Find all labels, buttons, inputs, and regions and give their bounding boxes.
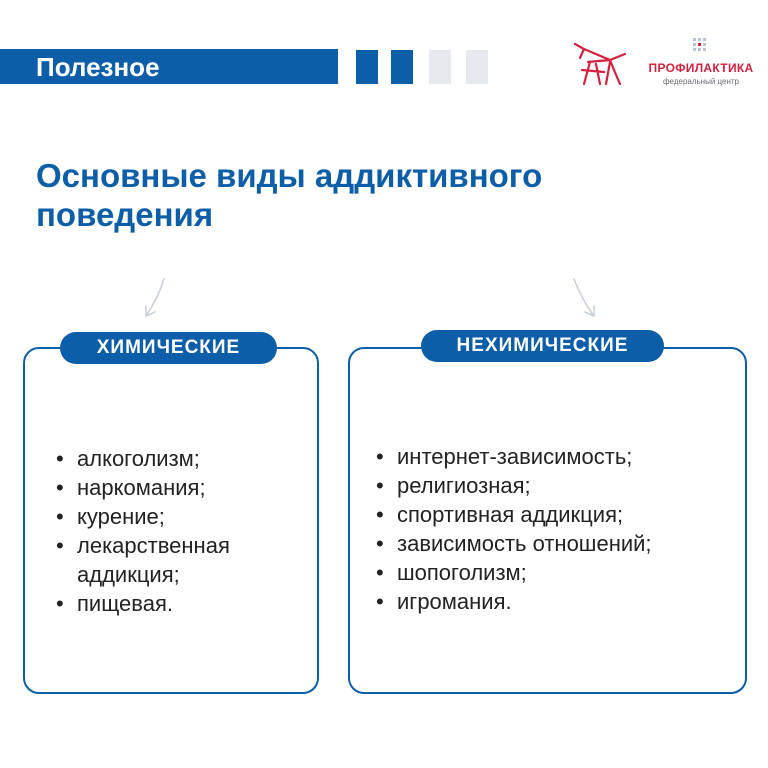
list-item: • шопоголизм;: [376, 558, 746, 587]
decor-square: [356, 50, 378, 84]
list-item: • зависимость отношений;: [376, 529, 746, 558]
list-item: • игромания.: [376, 587, 746, 616]
section-label: Полезное: [36, 52, 160, 82]
list-item: • интернет-зависимость;: [376, 442, 746, 471]
page-title: [36, 156, 676, 234]
decor-square: [391, 50, 413, 84]
list-item: • спортивная аддикция;: [376, 500, 746, 529]
nonchemical-label: НЕХИМИЧЕСКИЕ: [421, 330, 664, 362]
title-line: поведения: [36, 196, 214, 233]
list-item: • алкоголизм;: [56, 444, 306, 473]
decor-square: [466, 50, 488, 84]
arrow-down-left-icon: [140, 276, 170, 320]
title-line: Основные виды аддиктивного: [36, 157, 543, 194]
logo-subtitle: федеральный центр: [662, 77, 740, 86]
list-item: • пищевая.: [56, 589, 306, 618]
decor-square: [429, 50, 451, 84]
logo-grid-icon: [693, 38, 707, 52]
chemical-label: ХИМИЧЕСКИЕ: [60, 332, 277, 364]
list-item: • курение;: [56, 502, 306, 531]
list-item: • наркомания;: [56, 473, 306, 502]
list-item: • лекарственная аддикция;: [56, 531, 306, 589]
logo-name: ПРОФИЛАКТИКА: [648, 61, 754, 75]
arrow-down-right-icon: [570, 276, 600, 320]
nonchemical-list: [376, 442, 746, 616]
horse-logo-icon: [570, 40, 628, 88]
chemical-list: [56, 444, 306, 618]
list-item: • религиозная;: [376, 471, 746, 500]
